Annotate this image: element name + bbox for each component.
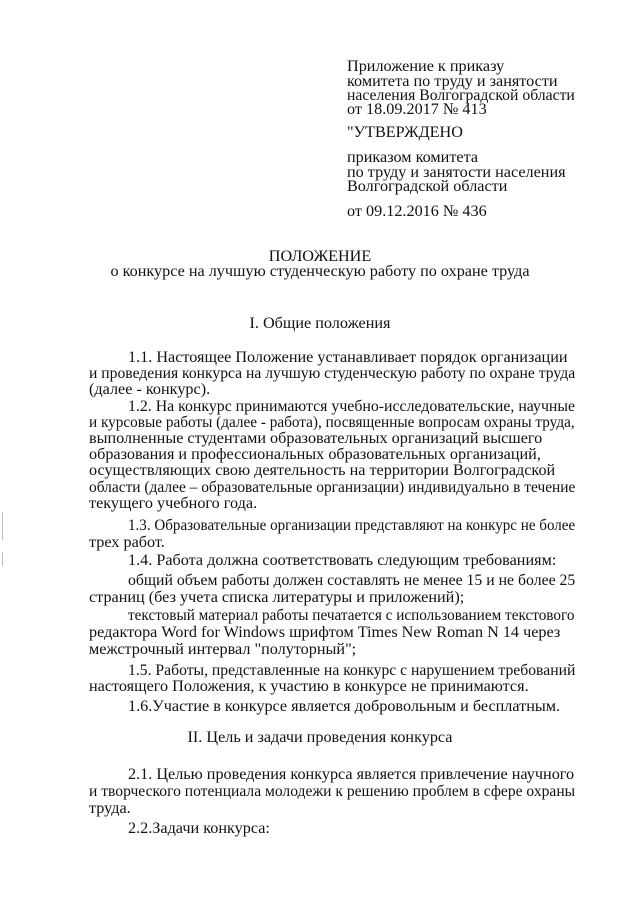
para-2-1-line-3: труда. xyxy=(89,799,131,817)
para-2-2: 2.2.Задачи конкурса: xyxy=(128,819,270,837)
appendix-line-1: Приложение к приказу xyxy=(347,57,505,75)
section-2-heading: II. Цель и задачи проведения конкурса xyxy=(187,728,453,746)
para-1-4-b-line-1: текстовый материал работы печатается с использованием текстового xyxy=(128,606,575,624)
para-1-2-line-2: и курсовые работы (далее - работа), посвященные вопросам охраны труда, xyxy=(89,413,575,431)
section-1-heading: I. Общие положения xyxy=(249,314,391,332)
para-1-2-line-6: области (далее – образовательные организации) индивидуально в течение xyxy=(89,478,576,496)
appendix-line-2: комитета по труду и занятости xyxy=(347,72,558,90)
approved-label: "УТВЕРЖДЕНО xyxy=(347,123,463,141)
order-line-1: приказом комитета xyxy=(347,148,479,166)
para-1-4-a-line-1: общий объем работы должен составлять не менее 15 и не более 25 xyxy=(128,571,576,589)
order-date: от 09.12.2016 № 436 xyxy=(347,202,487,220)
order-line-2: по труду и занятости населения xyxy=(347,163,566,181)
appendix-line-4: от 18.09.2017 № 413 xyxy=(347,100,487,118)
document-subtitle: о конкурсе на лучшую студенческую работу по охране труда xyxy=(110,262,530,280)
para-1-3-line-1: 1.3. Образовательные организации представляют на конкурс не более xyxy=(128,516,576,534)
appendix-line-3: населения Волгоградской области xyxy=(347,86,575,104)
para-1-2-line-7: текущего учебного года. xyxy=(89,494,258,512)
para-1-3-line-2: трех работ. xyxy=(89,533,165,551)
document-title: ПОЛОЖЕНИЕ xyxy=(268,247,372,265)
para-1-6: 1.6.Участие в конкурсе является добровольным и бесплатным. xyxy=(128,697,561,715)
para-1-1-line-2: и проведения конкурса на лучшую студенческую работу по охране труда xyxy=(89,364,576,382)
para-1-5-line-1: 1.5. Работы, представленные на конкурс с нарушением требований xyxy=(128,661,576,679)
para-1-5-line-2: настоящего Положения, к участию в конкурсе не принимаются. xyxy=(89,677,529,695)
para-1-1-line-1: 1.1. Настоящее Положение устанавливает порядок организации xyxy=(128,348,568,366)
para-1-2-line-5: осуществляющих свою деятельность на территории Волгоградской xyxy=(89,461,556,479)
para-1-4-b-line-3: межстрочный интервал "полуторный"; xyxy=(89,640,357,658)
para-1-4-b-line-2: редактора Word for Windows шрифтом Times New Roman N 14 через xyxy=(89,623,561,641)
para-1-1-line-3: (далее - конкурс). xyxy=(89,380,211,398)
order-line-3: Волгоградской области xyxy=(347,177,508,195)
para-1-2-line-4: образования и профессиональных образовательных организаций, xyxy=(89,445,541,463)
para-1-2-line-3: выполненные студентами образовательных организаций высшего xyxy=(89,429,543,447)
para-1-4-a-line-2: страниц (без учета списка литературы и приложений); xyxy=(89,588,465,606)
scan-edge-mark xyxy=(2,552,3,566)
scan-edge-mark xyxy=(2,512,3,540)
para-2-1-line-2: и творческого потенциала молодежи к решению проблем в сфере охраны xyxy=(89,782,576,800)
para-2-1-line-1: 2.1. Целью проведения конкурса является привлечение научного xyxy=(128,765,575,783)
para-1-4: 1.4. Работа должна соответствовать следующим требованиям: xyxy=(128,551,557,569)
para-1-2-line-1: 1.2. На конкурс принимаются учебно-исследовательские, научные xyxy=(128,397,576,415)
